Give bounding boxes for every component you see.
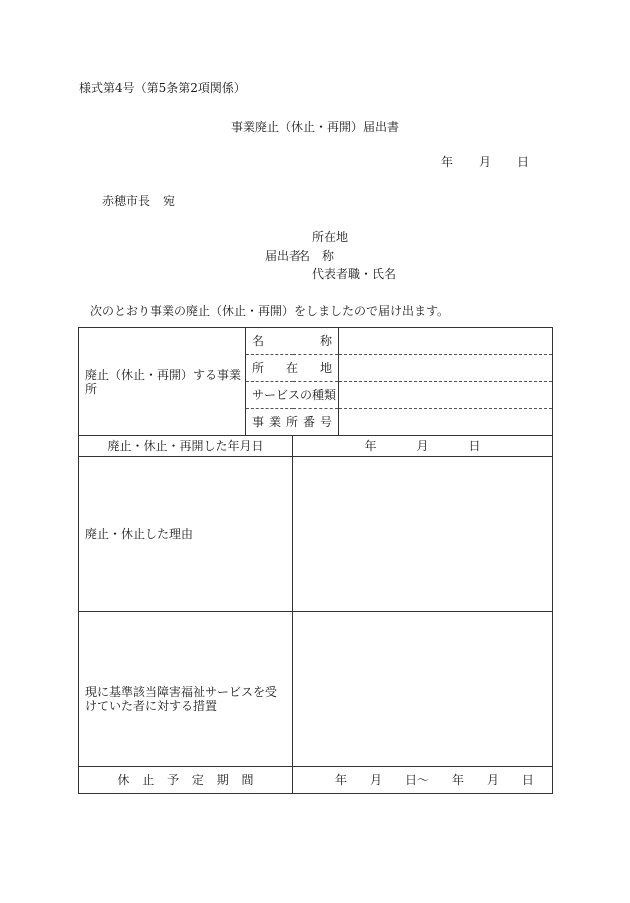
end-month-label: 月 xyxy=(486,773,499,787)
date-year-label: 年 xyxy=(441,155,454,169)
measures-value-cell[interactable] xyxy=(293,612,553,767)
office-name-value[interactable] xyxy=(339,328,553,355)
char: 所 xyxy=(285,415,298,429)
office-label-cell: 廃止（休止・再開）する事業所 xyxy=(79,328,246,436)
start-month-label: 月 xyxy=(369,773,382,787)
office-location-label-cell xyxy=(246,355,339,382)
office-number-value[interactable] xyxy=(339,409,553,436)
char: 番 xyxy=(302,415,315,429)
reason-label-cell: 廃止・休止した理由 xyxy=(79,457,293,612)
office-location-value[interactable] xyxy=(339,355,553,382)
notification-table xyxy=(78,327,553,794)
char: 所 xyxy=(252,361,265,375)
applicant-name-label xyxy=(298,249,334,263)
applicant-name-text: 名 称 xyxy=(298,249,335,263)
year-label: 年 xyxy=(364,439,377,453)
char: 地 xyxy=(319,361,332,375)
start-year-label: 年 xyxy=(335,773,348,787)
char: 在 xyxy=(285,361,298,375)
applicant-location-label: 所在地 xyxy=(312,230,349,244)
char: 事 xyxy=(252,415,265,429)
char: 間 xyxy=(241,773,254,787)
date-day-label: 日 xyxy=(517,155,530,169)
intro-statement: 次のとおり事業の廃止（休止・再開）をしましたので届け出ます。 xyxy=(90,304,450,318)
service-type-label: サービスの種類 xyxy=(246,382,339,409)
addressee-suffix: 宛 xyxy=(163,194,176,208)
addressee xyxy=(102,194,175,208)
char: 休 xyxy=(117,773,130,787)
reason-value-cell[interactable] xyxy=(293,457,553,612)
month-label: 月 xyxy=(416,439,429,453)
char: 号 xyxy=(319,415,332,429)
start-day-label: 日～ xyxy=(404,773,429,787)
form-number: 様式第4号（第5条第2項関係） xyxy=(79,81,246,95)
char: 名 xyxy=(252,334,265,348)
date-label-cell: 廃止・休止・再開した年月日 xyxy=(79,436,293,457)
document-title: 事業廃止（休止・再開）届出書 xyxy=(230,120,399,134)
addressee-name: 赤穂市長 xyxy=(102,194,151,208)
service-type-value[interactable] xyxy=(339,382,553,409)
char: 称 xyxy=(319,334,332,348)
suspension-period-label-cell xyxy=(79,767,293,794)
office-name-label-cell xyxy=(246,328,339,355)
applicant-label: 届出者 xyxy=(265,249,302,263)
char: 期 xyxy=(216,773,229,787)
submission-date xyxy=(441,155,529,169)
char: 止 xyxy=(142,773,155,787)
measures-label-cell: 現に基準該当障害福祉サービスを受けていた者に対する措置 xyxy=(79,612,293,767)
suspension-period-value-cell[interactable] xyxy=(293,767,553,794)
applicant-representative-label: 代表者職・氏名 xyxy=(312,267,397,281)
day-label: 日 xyxy=(468,439,481,453)
char: 業 xyxy=(268,415,281,429)
date-month-label: 月 xyxy=(479,155,492,169)
char: 予 xyxy=(167,773,180,787)
date-value-cell[interactable] xyxy=(293,436,553,457)
end-year-label: 年 xyxy=(451,773,464,787)
office-number-label-cell xyxy=(246,409,339,436)
end-day-label: 日 xyxy=(521,773,534,787)
char: 定 xyxy=(191,773,204,787)
